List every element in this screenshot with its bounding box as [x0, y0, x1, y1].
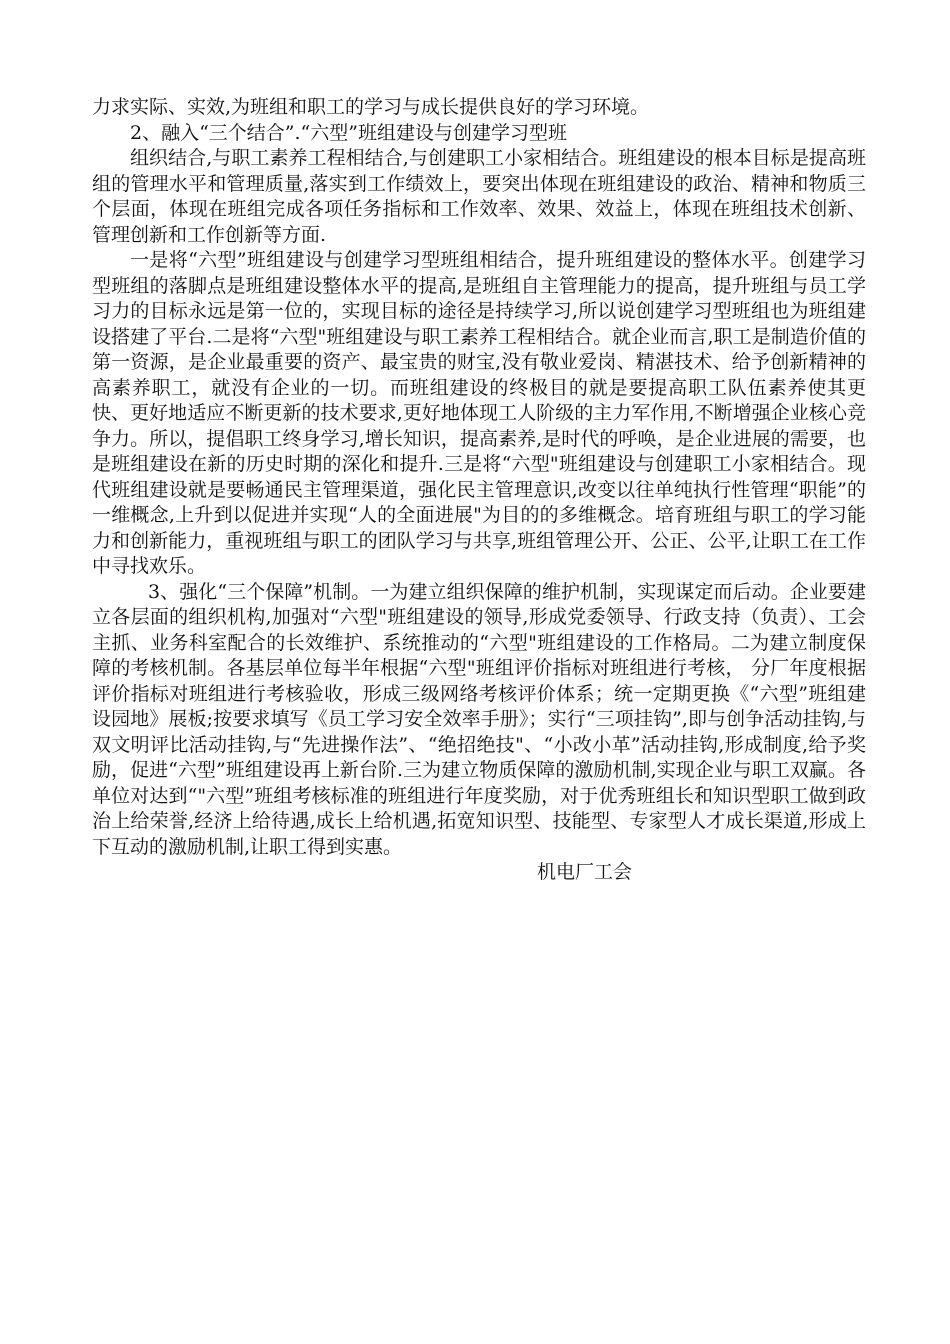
document-body: [92, 95, 866, 886]
paragraph-intro: 力求实际、实效,为班组和职工的学习与成长提供良好的学习环境。: [92, 96, 650, 118]
paragraph-three-combinations: 一是将“六型”班组建设与创建学习型班组相结合，提升班组建设的整体水平。创建学习型班组的落脚点是班组建设整体水平的提高,是班组自主管理能力的提高，提升班组与员工学习力的目标永远是第一位的，实现目标的途径是持续学习,所以说创建学习型班组也为班组建设搭建了平台.二是将“六型"班组建设与职工素养工程相结合。就企业而言,职工是制造价值的第一资源，是企业最重要的资产、最宝贵的财宝,没有敬业爱岗、精湛技术、给予创新精神的高素养职工，就没有企业的一切。而班组建设的终极目的就是要提高职工队伍素养使其更快、更好地适应不断更新的技术要求,更好地体现工人阶级的主力军作用,不断增强企业核心竞争力。所以，提倡职工终身学习,增长知识，提高素养,是时代的呼唤，是企业进展的需要，也是班组建设在新的历史时期的深化和提升.三是将“六型"班组建设与创建职工小家相结合。现代班组建设就是要畅通民主管理渠道，强化民主管理意识,改变以往单纯执行性管理“职能”的一维概念,上升到以促进并实现“人的全面进展"为目的的多维概念。培育班组与职工的学习能力和创新能力，重视班组与职工的团队学习与共享,班组管理公开、公正、公平,让职工在工作中寻找欢乐。: [92, 249, 866, 577]
paragraph-section-2-heading: 2、融入“三个结合”.“六型”班组建设与创建学习型班: [130, 121, 567, 144]
paragraph-section-3: 3、强化“三个保障”机制。一为建立组织保障的维护机制，实现谋定而后动。企业要建立各层面的组织机构,加强对“六型"班组建设的领导,形成党委领导、行政支持（负责）、工会主抓、业务科室配合的长效维护、系统推动的“六型"班组建设的工作格局。二为建立制度保障的考核机制。各基层单位每半年根据“六型"班组评价指标对班组进行考核， 分厂年度根据评价指标对班组进行考核验收，形成三级网络考核评价体系；统一定期更换《“六型”班组建设园地》展板;按要求填写《员工学习安全效率手册》；实行“三项挂钩”,即与创争活动挂钩,与双文明评比活动挂钩,与“先进操作法”、“绝招绝技"、“小改小革”活动挂钩,形成制度,给予奖励，促进“六型”班组建设再上新台阶.三为建立物质保障的激励机制,实现企业与职工双赢。各单位对达到“"六型”班组考核标准的班组进行年度奖励，对于优秀班组长和知识型职工做到政治上给荣誉,经济上给待遇,成长上给机遇,拓宽知识型、技能型、专家型人才成长渠道,形成上下互动的激励机制,让职工得到实惠。: [92, 580, 866, 858]
signature: 机电厂工会: [537, 861, 633, 883]
paragraph-section-2-body: 组织结合,与职工素养工程相结合,与创建职工小家相结合。班组建设的根本目标是提高班组的管理水平和管理质量,落实到工作绩效上，要突出体现在班组建设的政治、精神和物质三个层面，体现在班组完成各项任务指标和工作效率、效果、效益上，体现在班组技术创新、管理创新和工作创新等方面.: [92, 147, 866, 246]
